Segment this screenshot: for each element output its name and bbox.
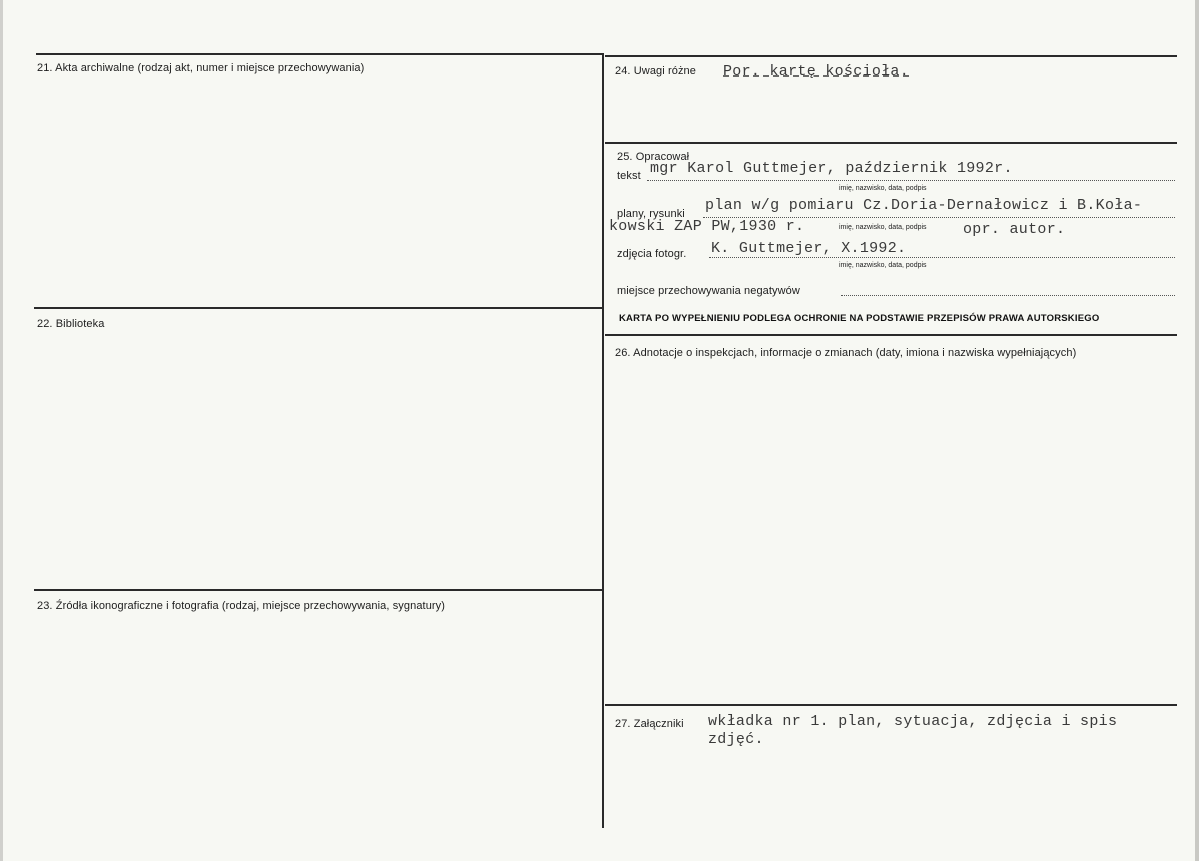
tekst-line — [647, 180, 1175, 181]
section-27-label: 27. Załączniki — [615, 718, 684, 730]
tekst-sig-hint: imię, nazwisko, data, podpis — [839, 185, 927, 192]
section-24-value: Por. kartę kościoła. — [723, 63, 910, 80]
top-rule-right — [605, 55, 1177, 57]
rule-s23 — [34, 589, 603, 591]
section-27-line1: wkładka nr 1. plan, sytuacja, zdjęcia i spis — [708, 713, 1118, 730]
tekst-value: mgr Karol Guttmejer, październik 1992r. — [650, 160, 1013, 177]
plany-line1: plan w/g pomiaru Cz.Doria-Dernałowicz i B.Koła- — [705, 197, 1143, 214]
section-21-label: 21. Akta archiwalne (rodzaj akt, numer i miejsce przechowywania) — [37, 62, 365, 74]
tekst-label: tekst — [617, 170, 641, 182]
section-27-line2: zdjęć. — [708, 731, 764, 748]
section-23-label: 23. Źródła ikonograficzne i fotografia (rodzaj, miejsce przechowywania, sygnatury) — [37, 600, 446, 612]
plany-sig-hint: imię, nazwisko, data, podpis — [839, 224, 927, 231]
rule-s25 — [605, 142, 1177, 144]
negatywy-line — [841, 295, 1175, 296]
zdjecia-sig-hint: imię, nazwisko, data, podpis — [839, 262, 927, 269]
rule-s26 — [605, 334, 1177, 336]
section-26-label: 26. Adnotacje o inspekcjach, informacje o zmianach (daty, imiona i nazwiska wypełniających) — [615, 347, 1077, 359]
rule-s27 — [605, 704, 1177, 706]
zdjecia-value: K. Guttmejer, X.1992. — [711, 240, 907, 257]
plany-extra: opr. autor. — [963, 221, 1066, 238]
top-rule-left — [36, 53, 603, 55]
vertical-divider — [602, 53, 604, 828]
negatywy-label: miejsce przechowywania negatywów — [617, 285, 800, 297]
copyright-note: KARTA PO WYPEŁNIENIU PODLEGA OCHRONIE NA PODSTAWIE PRZEPISÓW PRAWA AUTORSKIEGO — [619, 313, 1100, 324]
section-25-label: 25. Opracował — [617, 151, 690, 163]
rule-s22 — [34, 307, 603, 309]
zdjecia-label: zdjęcia fotogr. — [617, 248, 687, 260]
zdjecia-line — [709, 257, 1175, 258]
plany-line2: kowski ZAP PW,1930 r. — [609, 218, 805, 235]
plany-label: plany, rysunki — [617, 208, 685, 220]
section-24-label: 24. Uwagi różne — [615, 65, 696, 77]
section-22-label: 22. Biblioteka — [37, 318, 105, 330]
